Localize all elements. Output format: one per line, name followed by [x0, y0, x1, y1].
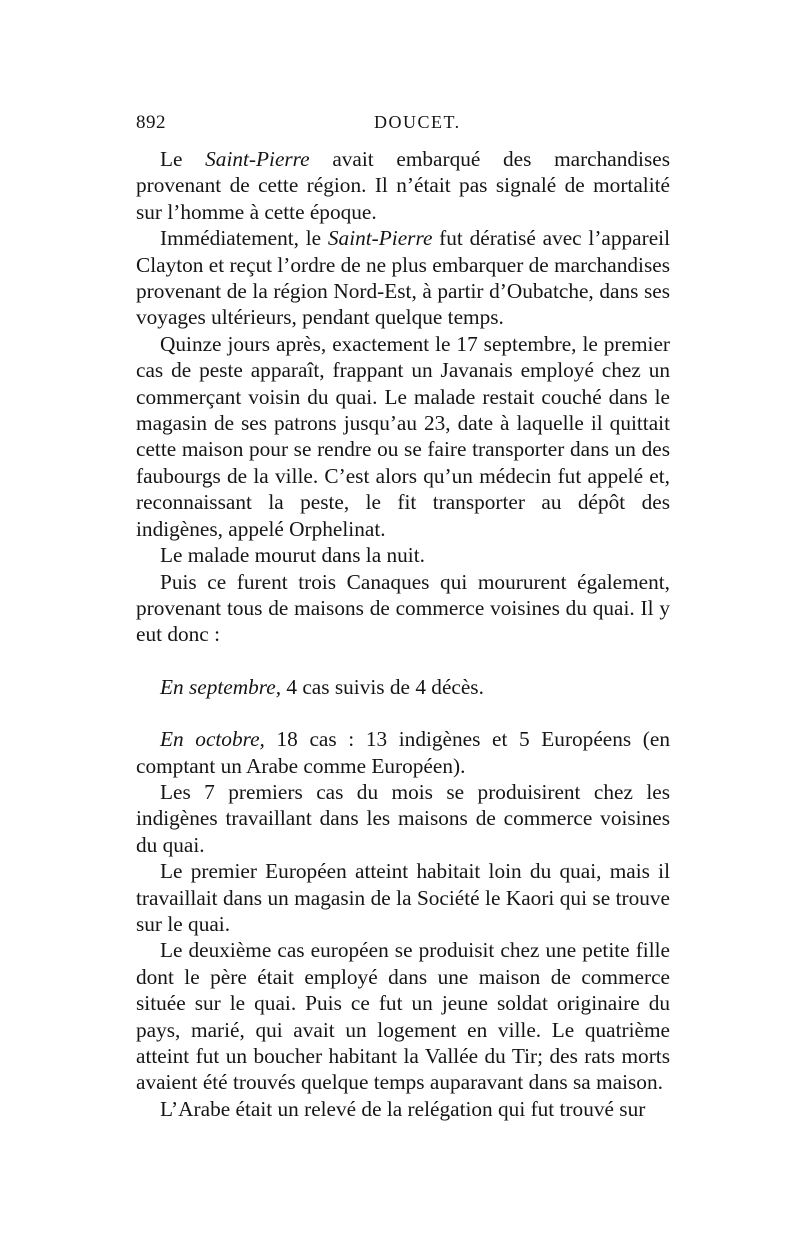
entry-text: 18 cas : 13 indigènes et 5 Européens (en comptant un Arabe comme Européen). — [136, 727, 671, 778]
paragraph-2-post: fut dératisé avec l’appareil Clayton et reçut l’ordre de ne plus embarquer de marchandises provenant de la région Nord-Est, à partir d’Oubatche, dans ses voyages ultérieurs, pendant quelque temps. — [136, 226, 670, 330]
running-head: DOUCET. — [374, 112, 461, 132]
entry-month: En septembre, — [160, 674, 282, 699]
entry-september — [136, 674, 670, 700]
paragraph-4: Le malade mourut dans la nuit. — [160, 543, 425, 568]
spacer — [136, 700, 670, 726]
paragraph-5: Puis ce furent trois Canaques qui moururent également, provenant tous de maisons de commerce voisines du quai. Il y eut donc : — [136, 569, 670, 647]
paragraph-1-pre: Le — [160, 147, 206, 171]
page-header — [136, 112, 666, 138]
entry-month: En octobre, — [160, 727, 265, 752]
entry-text: 4 cas suivis de 4 décès. — [281, 674, 484, 699]
paragraph-9: L’Arabe était un relevé de la relégation qui fut trouvé sur — [160, 1096, 646, 1121]
paragraph-3: Quinze jours après, exactement le 17 septembre, le premier cas de peste apparaît, frappant un Javanais employé chez un commerçant voisin du quai. Le malade restait couché dans le magasin de ses patrons jusqu’au 23, date à laquelle il quittait cette maison pour se rendre ou se faire transporter dans un des faubourgs de la ville. C’est alors qu’un médecin fut appelé et, reconnaissant la peste, le fit transporter au dépôt des indigènes, appelé Orphelinat. — [136, 331, 670, 541]
paragraph-1-post: avait embarqué des marchandises provenant de cette région. Il n’était pas signalé de mortalité sur l’homme à cette époque. — [136, 147, 670, 224]
body-text — [136, 146, 670, 1122]
paragraph-2-pre: Immédiatement, le — [160, 226, 328, 251]
ship-name: Saint-Pierre — [327, 226, 433, 251]
paragraph-8: Le deuxième cas européen se produisit chez une petite fille dont le père était employé dans une maison de commerce située sur le quai. Puis ce fut un jeune soldat originaire du pays, marié, qui avait un logement en ville. Le quatrième atteint fut un boucher habitant la Vallée du Tir; des rats morts avaient été trouvés quelque temps auparavant dans sa maison. — [136, 938, 670, 1095]
spacer — [136, 648, 670, 674]
paragraph-6: Les 7 premiers cas du mois se produisirent chez les indigènes travaillant dans les maisons de commerce voisines du quai. — [136, 779, 670, 857]
entry-october — [136, 726, 670, 779]
ship-name: Saint-Pierre — [205, 147, 310, 171]
paragraph-2 — [136, 225, 670, 331]
page-number: 892 — [136, 112, 166, 133]
paragraph-7: Le premier Européen atteint habitait loin du quai, mais il travaillait dans un magasin de la Société le Kaori qui se trouve sur le quai. — [136, 859, 670, 936]
paragraph-1 — [136, 146, 670, 225]
